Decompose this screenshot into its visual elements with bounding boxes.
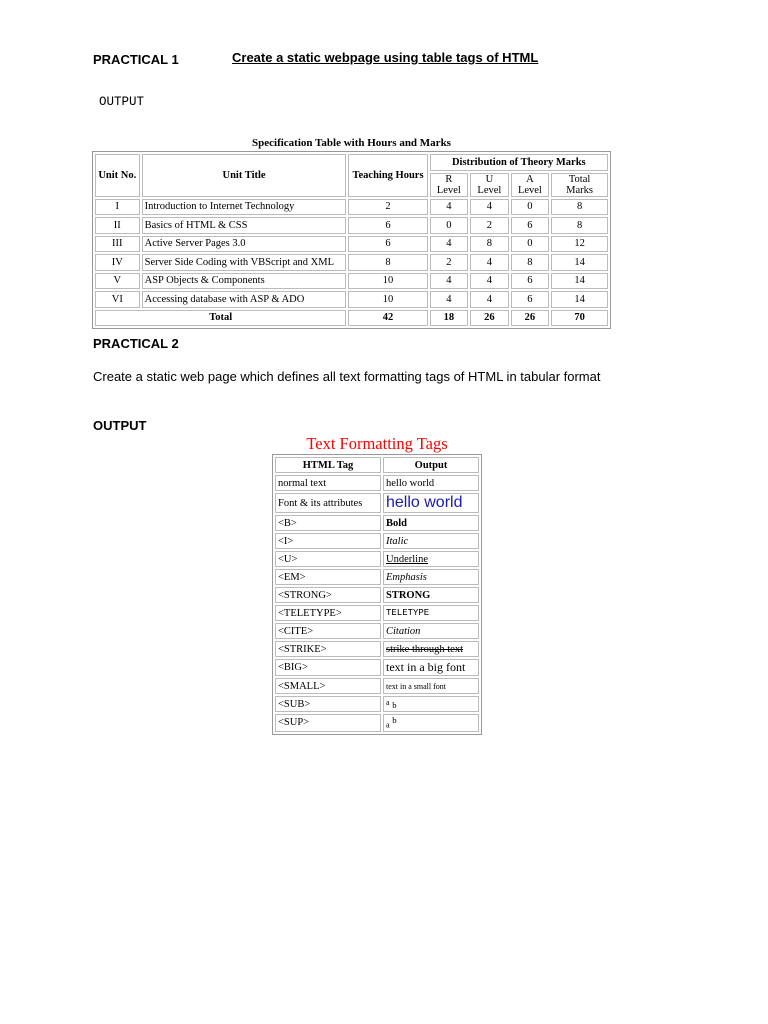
table-row xyxy=(275,533,479,549)
tag-cell: <EM> xyxy=(275,569,381,585)
output-cell: Citation xyxy=(383,623,479,639)
r-level-cell: 4 xyxy=(430,199,469,216)
header-u-level: U Level xyxy=(470,173,509,197)
table-row xyxy=(95,199,608,216)
tag-cell: <STRIKE> xyxy=(275,641,381,657)
header-unit-title: Unit Title xyxy=(142,154,347,197)
tag-cell: Font & its attributes xyxy=(275,493,381,513)
a-level-cell: 6 xyxy=(511,273,550,290)
practical-2-label: PRACTICAL 2 xyxy=(93,336,179,351)
header-unit-no: Unit No. xyxy=(95,154,140,197)
practical-2-description: Create a static web page which defines all text formatting tags of HTML in tabular format xyxy=(93,369,601,384)
tag-cell: <TELETYPE> xyxy=(275,605,381,621)
total-marks-cell: 14 xyxy=(551,291,608,308)
tag-cell: <U> xyxy=(275,551,381,567)
total-label-cell: Total xyxy=(95,310,346,327)
table-row xyxy=(275,569,479,585)
u-level-cell: 4 xyxy=(470,254,509,271)
unit-title-cell: ASP Objects & Components xyxy=(142,273,347,290)
unit-title-cell: Basics of HTML & CSS xyxy=(142,217,347,234)
total-r-level-cell: 18 xyxy=(430,310,469,327)
practical-2-output-label: OUTPUT xyxy=(93,418,147,433)
header-r-level: R Level xyxy=(430,173,469,197)
total-marks-cell: 14 xyxy=(551,273,608,290)
table-row xyxy=(95,217,608,234)
table-row xyxy=(275,678,479,694)
u-level-cell: 2 xyxy=(470,217,509,234)
subscript-text: b xyxy=(392,700,397,711)
unit-title-cell: Server Side Coding with VBScript and XML xyxy=(142,254,347,271)
output-cell xyxy=(383,714,479,732)
teaching-hours-cell: 6 xyxy=(348,217,427,234)
table-row xyxy=(275,641,479,657)
total-marks-cell: 8 xyxy=(551,199,608,216)
header-a-level: A Level xyxy=(511,173,550,197)
total-a-level-cell: 26 xyxy=(511,310,550,327)
teaching-hours-cell: 10 xyxy=(348,273,427,290)
text-formatting-table xyxy=(272,454,482,735)
teaching-hours-cell: 2 xyxy=(348,199,427,216)
teaching-hours-cell: 10 xyxy=(348,291,427,308)
header-output: Output xyxy=(383,457,479,473)
table-row xyxy=(275,515,479,531)
table-row xyxy=(95,273,608,290)
table-row xyxy=(95,236,608,253)
table-row xyxy=(275,623,479,639)
tag-cell: <B> xyxy=(275,515,381,531)
total-marks-cell: 12 xyxy=(551,236,608,253)
total-row xyxy=(95,310,608,327)
table-row xyxy=(275,475,479,491)
u-level-cell: 4 xyxy=(470,291,509,308)
unit-title-cell: Active Server Pages 3.0 xyxy=(142,236,347,253)
tag-cell: normal text xyxy=(275,475,381,491)
total-marks-cell: 14 xyxy=(551,254,608,271)
output-cell: Underline xyxy=(383,551,479,567)
tag-cell: <STRONG> xyxy=(275,587,381,603)
a-level-cell: 6 xyxy=(511,217,550,234)
r-level-cell: 4 xyxy=(430,273,469,290)
header-total-marks: Total Marks xyxy=(551,173,608,197)
total-hours-cell: 42 xyxy=(348,310,427,327)
tag-cell: <BIG> xyxy=(275,659,381,676)
unit-no-cell: IV xyxy=(95,254,140,271)
tag-cell: <SMALL> xyxy=(275,678,381,694)
u-level-cell: 4 xyxy=(470,199,509,216)
header-html-tag: HTML Tag xyxy=(275,457,381,473)
unit-no-cell: III xyxy=(95,236,140,253)
output-cell: hello world xyxy=(383,475,479,491)
unit-title-cell: Introduction to Internet Technology xyxy=(142,199,347,216)
spec-header-row xyxy=(95,154,608,171)
a-level-cell: 6 xyxy=(511,291,550,308)
table-row xyxy=(275,551,479,567)
table-row xyxy=(275,605,479,621)
output-cell: STRONG xyxy=(383,587,479,603)
teaching-hours-cell: 8 xyxy=(348,254,427,271)
output-cell: strike through text xyxy=(383,641,479,657)
practical-1-output-label: OUTPUT xyxy=(99,95,145,109)
output-cell: Emphasis xyxy=(383,569,479,585)
header-teaching-hours: Teaching Hours xyxy=(348,154,427,197)
practical-1-title: Create a static webpage using table tags of HTML xyxy=(232,50,539,65)
table-row xyxy=(275,659,479,676)
total-marks-sum-cell: 70 xyxy=(551,310,608,327)
a-level-cell: 0 xyxy=(511,236,550,253)
table-row xyxy=(275,696,479,712)
a-level-cell: 8 xyxy=(511,254,550,271)
r-level-cell: 4 xyxy=(430,291,469,308)
tag-cell: <SUB> xyxy=(275,696,381,712)
output-cell: Bold xyxy=(383,515,479,531)
formatting-header-row xyxy=(275,457,479,473)
base-text: a xyxy=(386,720,390,730)
tag-cell: <SUP> xyxy=(275,714,381,732)
output-cell: text in a big font xyxy=(383,659,479,676)
base-text: a xyxy=(386,698,390,708)
spec-table-caption: Specification Table with Hours and Marks xyxy=(252,137,451,149)
u-level-cell: 4 xyxy=(470,273,509,290)
total-u-level-cell: 26 xyxy=(470,310,509,327)
u-level-cell: 8 xyxy=(470,236,509,253)
output-cell: Italic xyxy=(383,533,479,549)
unit-no-cell: I xyxy=(95,199,140,216)
output-cell: hello world xyxy=(383,493,479,513)
output-cell xyxy=(383,696,479,712)
table-row xyxy=(95,254,608,271)
table-row xyxy=(275,714,479,732)
formatting-table-caption: Text Formatting Tags xyxy=(306,434,448,453)
tag-cell: <CITE> xyxy=(275,623,381,639)
tag-cell: <I> xyxy=(275,533,381,549)
total-marks-cell: 8 xyxy=(551,217,608,234)
superscript-text: b xyxy=(392,715,397,725)
output-cell: text in a small font xyxy=(383,678,479,694)
r-level-cell: 4 xyxy=(430,236,469,253)
r-level-cell: 0 xyxy=(430,217,469,234)
header-distribution: Distribution of Theory Marks xyxy=(430,154,608,171)
table-row xyxy=(275,493,479,513)
unit-no-cell: II xyxy=(95,217,140,234)
teaching-hours-cell: 6 xyxy=(348,236,427,253)
unit-no-cell: VI xyxy=(95,291,140,308)
unit-no-cell: V xyxy=(95,273,140,290)
a-level-cell: 0 xyxy=(511,199,550,216)
specification-table xyxy=(92,151,611,329)
unit-title-cell: Accessing database with ASP & ADO xyxy=(142,291,347,308)
output-cell: TELETYPE xyxy=(383,605,479,621)
table-row xyxy=(95,291,608,308)
table-row xyxy=(275,587,479,603)
practical-1-label: PRACTICAL 1 xyxy=(93,52,179,67)
r-level-cell: 2 xyxy=(430,254,469,271)
